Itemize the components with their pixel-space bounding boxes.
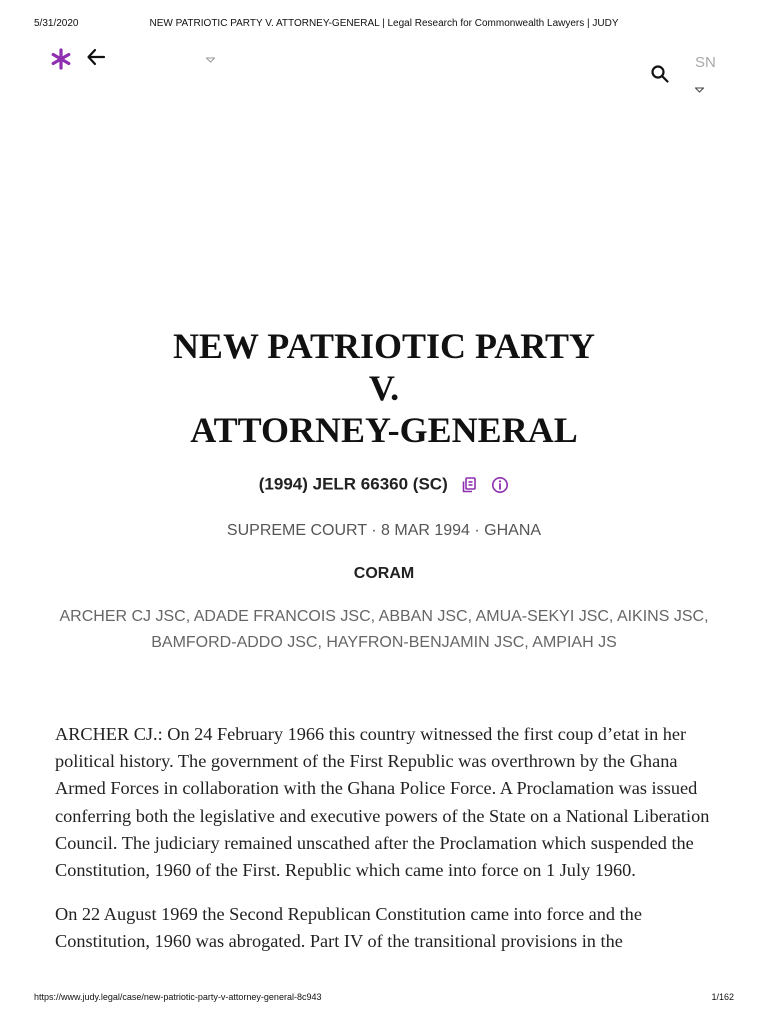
coram-judges (40, 604, 728, 656)
coram-judges-line: BAMFORD-ADDO JSC, HAYFRON-BENJAMIN JSC, AMPIAH JS (151, 634, 617, 651)
print-page-number: 1/162 (711, 992, 734, 1002)
country: GHANA (484, 522, 542, 539)
copy-icon[interactable] (460, 476, 478, 494)
coram-heading: CORAM (353, 565, 415, 582)
judgment-paragraph: ARCHER CJ.: On 24 February 1966 this country witnessed the first coup d’etat in her political history. The government of the First Republic was overthrown by the Ghana Armed Forces in collaboration with the Ghana Police Force. A Proclamation was issued conferring both the legislative and executive powers of the State on a National Liberation Council. The judiciary remained unscathed after the Proclamation which suspended the Constitution, 1960 of the First. Republic which came into force on 1 July 1960. (55, 724, 710, 881)
print-header (0, 18, 768, 32)
case-meta-row (0, 522, 768, 540)
coram-judges-line: ARCHER CJ JSC, ADADE FRANCOIS JSC, ABBAN JSC, AMUA-SEKYI JSC, AIKINS JSC, (59, 608, 709, 625)
user-avatar-initials[interactable]: SN (695, 54, 716, 71)
meta-separator: · (469, 522, 485, 539)
judgment-paragraph: On 22 August 1969 the Second Republican Constitution came into force and the Constitution, 1960 was abrogated. Part IV of the transitional provisions in the (55, 904, 642, 952)
judgment-body (55, 721, 720, 956)
arrow-left-icon[interactable] (85, 46, 107, 68)
case-title-line: ATTORNEY-GENERAL (190, 410, 578, 450)
print-date: 5/31/2020 (34, 18, 79, 29)
print-page-title: NEW PATRIOTIC PARTY V. ATTORNEY-GENERAL | Legal Research for Commonwealth Lawyers | JUDY (149, 18, 619, 29)
info-icon[interactable] (491, 476, 509, 494)
print-url: https://www.judy.legal/case/new-patriotic-party-v-attorney-general-8c943 (34, 992, 322, 1002)
case-title-line: NEW PATRIOTIC PARTY (172, 326, 596, 366)
court-name: SUPREME COURT (226, 522, 367, 539)
citation-row (0, 474, 768, 495)
case-title-line: V. (368, 368, 400, 408)
case-title (0, 325, 768, 451)
meta-separator: · (366, 522, 382, 539)
chevron-down-icon[interactable] (695, 87, 704, 93)
asterisk-logo-icon[interactable] (50, 47, 72, 71)
print-footer (0, 992, 768, 1006)
judgment-date: 8 MAR 1994 (381, 522, 470, 539)
case-citation: (1994) JELR 66360 (SC) (258, 474, 448, 494)
chevron-down-icon[interactable] (206, 57, 215, 63)
search-icon[interactable] (650, 64, 670, 84)
